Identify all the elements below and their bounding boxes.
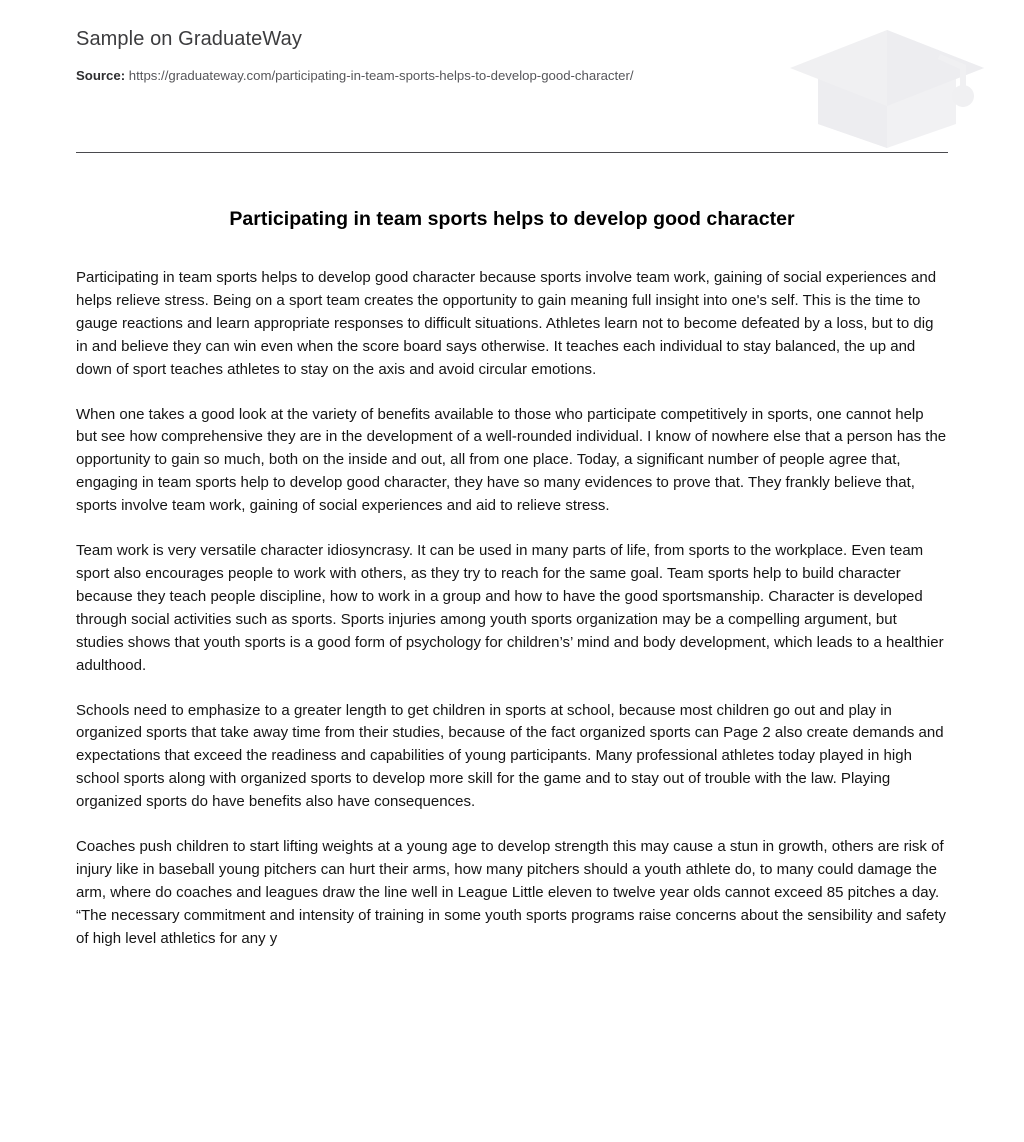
brand-title: Sample on GraduateWay xyxy=(76,28,302,50)
source-line xyxy=(76,66,776,86)
body-paragraph: Coaches push children to start lifting weights at a young age to develop strength this may cause a stun in growth, others are risk of injury like in baseball young pitchers can hurt their arms, how many pitchers should a youth athlete do, to many could damage the arm, where do coaches and leagues draw the line well in League Little eleven to twelve year olds cannot exceed 85 pitches a day. “The necessary commitment and intensity of training in some youth sports programs raise concerns about the sensibility and safety of high level athletics for any y xyxy=(76,838,947,947)
document-header xyxy=(76,26,948,86)
page-title: Participating in team sports helps to develop good character xyxy=(229,208,795,230)
document-body xyxy=(76,267,948,951)
source-label: Source: xyxy=(76,68,126,83)
body-paragraph: Team work is very versatile character idiosyncrasy. It can be used in many parts of life, from sports to the workplace. Even team sport also encourages people to work with others, as they try to reach for the same goal. Team sports help to build character because they teach people discipline, how to work in a group and how to have the good sportsmanship. Character is developed through social activities such as sports. Sports injuries among youth sports organization may be a compelling argument, but studies shows that youth sports is a good form of psychology for children’s’ mind and body development, which leads to a healthier adulthood. xyxy=(76,542,944,674)
body-paragraph: Participating in team sports helps to develop good character because sports involve team work, gaining of social experiences and helps relieve stress. Being on a sport team creates the opportunity to gain meaning full insight into one's self. This is the time to gauge reactions and learn appropriate responses to difficult situations. Athletes learn not to become defeated by a loss, but to dig in and believe they can win even when the score board says otherwise. It teaches each individual to stay balanced, the up and down of sport teaches athletes to stay on the axis and avoid circular emotions. xyxy=(76,269,937,378)
body-paragraph: When one takes a good look at the variety of benefits available to those who participate competitively in sports, one cannot help but see how comprehensive they are in the development of a well-rounded individual. I know of nowhere else that a person has the opportunity to gain so much, both on the inside and out, all from one place. Today, a significant number of people agree that, engaging in team sports help to develop good character, they have so many evidences to prove that. They frankly believe that, sports involve team work, gaining of social experiences and aid to relieve stress. xyxy=(76,405,947,515)
header-divider xyxy=(76,152,948,153)
body-paragraph: Schools need to emphasize to a greater length to get children in sports at school, because most children go out and play in organized sports that take away time from their studies, because of the fact organized sports can Page 2 also create demands and expectations that exceed the readiness and capabilities of young participants. Many professional athletes today played in high school sports along with organized sports to develop more skill for the game and to stay out of trouble with the law. Playing organized sports do have benefits also have consequences. xyxy=(76,701,944,811)
source-url[interactable]: https://graduateway.com/participating-in-team-sports-helps-to-develop-good-character/ xyxy=(128,68,634,83)
